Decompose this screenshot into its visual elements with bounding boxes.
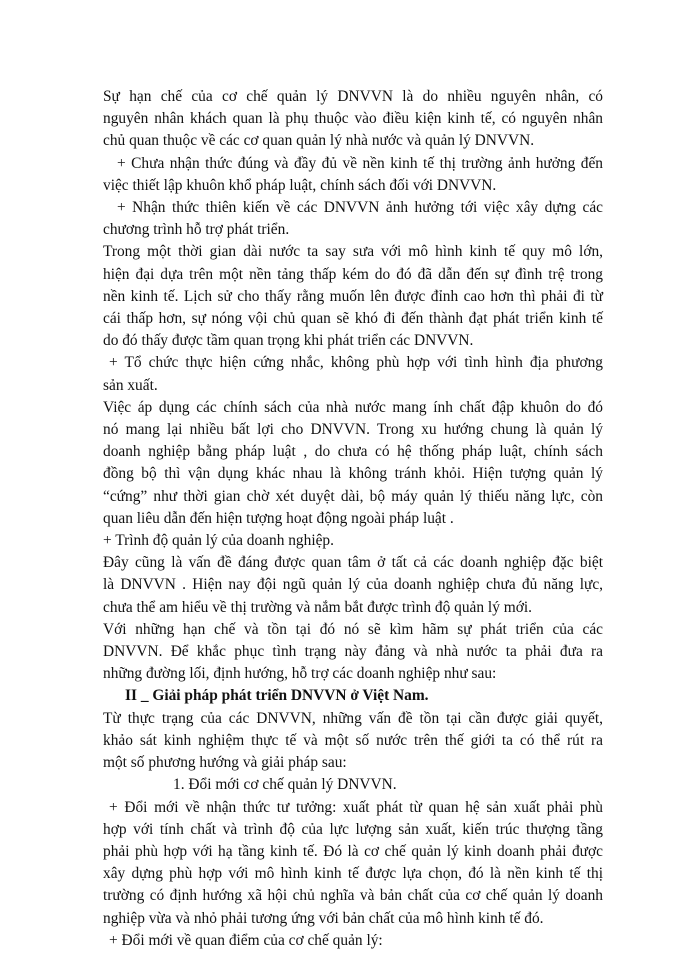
bullet-line: + Đổi mới về quan điểm của cơ chế quản lý: [109, 931, 383, 949]
text-line: chưa thể am hiểu về thị trường và nắm bắt được trình độ quản lý mới. [103, 598, 532, 616]
text-line: chương trình hỗ trợ phát triển. [103, 221, 290, 239]
bullet-line: + Đổi mới về nhận thức tư tưởng: xuất phát từ quan hệ sản xuất phải phù [109, 798, 603, 816]
text-line: trường có định hướng xã hội chủ nghĩa và bản chất của cơ chế quản lý doanh [103, 887, 603, 905]
text-line: xây dựng phù hợp với mô hình kinh tế được lựa chọn, đó là nền kinh tế thị [103, 865, 603, 883]
text-line: do đó thấy được tầm quan trọng khi phát triển các DNVVN. [103, 332, 474, 350]
numbered-heading: 1. Đổi mới cơ chế quản lý DNVVN. [173, 776, 397, 794]
text-line: những đường lối, định hướng, hỗ trợ các doanh nghiệp như sau: [103, 665, 497, 683]
text-line: đồng bộ thì vận dụng khác nhau là không tránh khỏi. Hiện tượng quản lý [103, 465, 603, 483]
text-line: Trong một thời gian dài nước ta say sưa với mô hình kinh tế quy mô lớn, [103, 243, 603, 261]
text-line: chủ quan thuộc về các cơ quan quản lý nhà nước và quản lý DNVVN. [103, 132, 535, 150]
text-line: phải phù hợp với hạ tầng kinh tế. Đó là cơ chế quản lý kinh doanh phải được [103, 842, 603, 860]
document-page [103, 86, 603, 952]
text-line: Với những hạn chế và tồn tại đó nó sẽ kìm hãm sự phát triển của các [103, 620, 603, 638]
bullet-line: + Chưa nhận thức đúng và đầy đủ về nền kinh tế thị trường ảnh hưởng đến [117, 154, 603, 172]
bullet-line: + Nhận thức thiên kiến về các DNVVN ảnh hưởng tới việc xây dựng các [117, 199, 603, 217]
text-line: hợp với tính chất và trình độ của lực lượng sản xuất, kiến trúc thượng tầng [103, 820, 603, 838]
text-line: nguyên nhân khách quan là phụ thuộc vào điều kiện kinh tế, có nguyên nhân [103, 110, 603, 128]
section-heading: II _ Giải pháp phát triển DNVVN ở Việt Nam. [125, 687, 429, 705]
text-line: cái thấp hơn, sự nóng vội chủ quan sẽ khó đi đến thành đạt phát triển kinh tế [103, 310, 603, 328]
text-line: là DNVVN . Hiện nay đội ngũ quản lý của doanh nghiệp chưa đủ năng lực, [103, 576, 603, 594]
text-line: nền kinh tế. Lịch sử cho thấy rằng muốn lên được đỉnh cao hơn thì phải đi từ [103, 287, 603, 305]
text-line: khảo sát kinh nghiệm thực tế và một số nước trên thế giới ta có thể rút ra [103, 731, 603, 749]
bullet-line: + Tổ chức thực hiện cứng nhắc, không phù hợp với tình hình địa phương [109, 354, 603, 372]
text-line: Đây cũng là vấn đề đáng được quan tâm ở tất cả các doanh nghiệp đặc biệt [103, 554, 603, 572]
text-line: nghiệp vừa và nhỏ phải tương ứng với bản chất của mô hình kinh tế đó. [103, 909, 544, 927]
text-line: quan liêu dẫn đến hiện tượng hoạt động ngoài pháp luật . [103, 509, 454, 527]
text-line: việc thiết lập khuôn khổ pháp luật, chính sách đối với DNVVN. [103, 176, 497, 194]
text-line: Việc áp dụng các chính sách của nhà nước mang ính chất đập khuôn do đó [103, 398, 603, 416]
text-line: sản xuất. [103, 376, 158, 394]
text-line: doanh nghiệp bằng pháp luật , do chưa có hệ thống pháp luật, chính sách [103, 443, 603, 461]
text-line: hiện đại dựa trên một nền tảng thấp kém do đó đã dẫn đến sự đình trệ trong [103, 265, 603, 283]
text-line: Sự hạn chế của cơ chế quản lý DNVVN là do nhiều nguyên nhân, có [103, 88, 603, 105]
text-line: một số phương hướng và giải pháp sau: [103, 754, 347, 772]
text-line: nó mang lại nhiều bất lợi cho DNVVN. Trong xu hướng chung là quản lý [103, 421, 603, 439]
text-line: “cứng” như thời gian chờ xét duyệt dài, bộ máy quản lý thiếu năng lực, còn [103, 487, 603, 505]
bullet-line: + Trình độ quản lý của doanh nghiệp. [103, 532, 334, 550]
text-line: DNVVN. Để khắc phục tình trạng này đảng và nhà nước ta phải đưa ra [103, 643, 603, 661]
text-line: Từ thực trạng của các DNVVN, những vấn đề tồn tại cần được giải quyết, [103, 709, 603, 727]
